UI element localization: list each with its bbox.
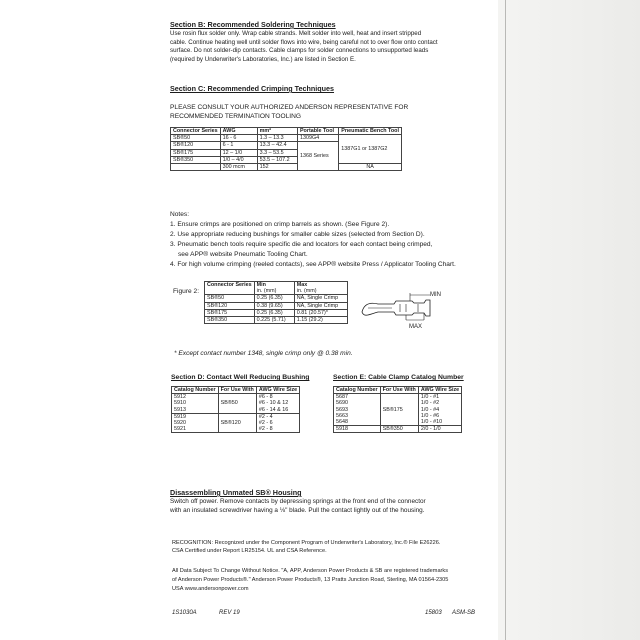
section-b-line-2: cable. Continue heating well until solder flows into wire, being careful not to over flow onto contact	[170, 38, 438, 46]
doc-number: 15803	[425, 610, 442, 616]
col-awg-wire-size: AWG Wire Size	[418, 387, 461, 394]
crimp-position-table	[204, 281, 348, 324]
col-min: Min	[254, 282, 294, 289]
cell-mm2: 3.3 – 53.5	[257, 149, 297, 156]
disassembling-heading: Disassembling Unmated SB® Housing	[170, 488, 302, 497]
cell-mm2: 53.5 – 107.2	[257, 156, 297, 163]
cell-awg: 1/0 – 4/0	[220, 156, 257, 163]
cell-series: SB®175	[205, 309, 255, 316]
cell-awg: 16 - 6	[220, 135, 257, 142]
cell-catalogs: 5918	[334, 426, 381, 433]
reducing-bushing-table	[171, 386, 300, 433]
col-catalog-number: Catalog Number	[334, 387, 381, 394]
section-e-heading: Section E: Cable Clamp Catalog Number	[333, 374, 464, 381]
section-d-heading: Section D: Contact Well Reducing Bushing	[171, 374, 310, 381]
unit-min: in. (mm)	[254, 288, 294, 295]
cell-min: 0.225 (5.71)	[254, 317, 294, 324]
cell-series: SB®50	[171, 135, 221, 142]
crimp-tooling-table	[170, 127, 402, 171]
cell-for-use: SB®350	[380, 426, 418, 433]
note-3-cont: see APP® website Pneumatic Tooling Chart.	[178, 251, 308, 258]
cell-series: SB®120	[205, 302, 255, 309]
consult-line-1: PLEASE CONSULT YOUR AUTHORIZED ANDERSON REPRESENTATIVE FOR	[170, 104, 409, 111]
footer-line-1: All Data Subject To Change Without Notice. "A, APP, Anderson Power Products & SB are registered trademarks	[172, 568, 449, 574]
col-max: Max	[294, 282, 347, 289]
cell-max: 0.81 (20.57)*	[294, 309, 347, 316]
figure-2-footnote: * Except contact number 1348, single crimp only @ 0.38 min.	[174, 350, 353, 357]
cell-awg: 12 – 1/0	[220, 149, 257, 156]
cell-mm2: 1.3 – 13.3	[257, 135, 297, 142]
recognition-line-2: CSA Certified under Report LR25154. UL and CSA Reference.	[172, 548, 327, 554]
section-b-line-4: (required by Underwriter's Laboratories, Inc.) are listed in Section E.	[170, 55, 356, 63]
section-c-heading: Section C: Recommended Crimping Techniques	[170, 84, 335, 93]
cell-for-use: SB®175	[380, 394, 418, 426]
section-b-heading: Section B: Recommended Soldering Techniques	[170, 20, 336, 29]
col-awg: AWG	[220, 128, 257, 135]
col-mm2: mm²	[257, 128, 297, 135]
cell-series: SB®120	[171, 142, 221, 149]
consult-line-2: RECOMMENDED TERMINATION TOOLING	[170, 112, 302, 120]
cell-for-use: SB®120	[218, 413, 256, 433]
note-1: 1. Ensure crimps are positioned on crimp barrels as shown. (See Figure 2).	[170, 221, 390, 228]
cell-series: SB®175	[171, 149, 221, 156]
col-portable-tool: Portable Tool	[297, 128, 338, 135]
col-catalog-number: Catalog Number	[172, 387, 219, 394]
col-awg-wire-size: AWG Wire Size	[256, 387, 299, 394]
cable-clamp-table	[333, 386, 462, 433]
note-4: 4. For high volume crimping (reeled contacts), see APP® website Press / Applicator Tooling Chart.	[170, 261, 456, 268]
cell-mm2: 152	[257, 164, 297, 171]
cell-for-use: SB®50	[218, 394, 256, 414]
unit-max: in. (mm)	[294, 288, 347, 295]
cell-series: SB®50	[205, 295, 255, 302]
section-b-line-1: Use rosin flux solder only. Wrap cable strands. Melt solder into well, heat and insert stripped	[170, 30, 422, 37]
doc-id-right: ASM-SB	[452, 610, 476, 616]
footer-website: USA www.andersonpower.com	[172, 586, 249, 592]
cell-min: 0.38 (9.65)	[254, 302, 294, 309]
col-connector-series: Connector Series	[205, 282, 255, 295]
cell-min: 0.25 (6.35)	[254, 309, 294, 316]
cell-catalogs: 5912 5910 5913	[172, 394, 219, 414]
cell-series	[171, 164, 221, 171]
cell-catalogs: 5687 5690 5693 5663 5648	[334, 394, 381, 426]
cell-pneumatic-na: NA	[339, 164, 402, 171]
cell-max: NA, Single Crimp	[294, 302, 347, 309]
col-for-use-with: For Use With	[218, 387, 256, 394]
cell-max: 1.15 (29.2)	[294, 317, 347, 324]
cell-awg: 6 - 1	[220, 142, 257, 149]
cell-awg: 1/0 - #1 1/0 - #2 1/0 - #4 1/0 - #6 1/0 - #10	[418, 394, 461, 426]
cell-awg: 300 mcm	[220, 164, 257, 171]
cell-awg: #6 - 8 #6 - 10 & 12 #6 - 14 & 16	[256, 394, 299, 414]
page-edge-shadow	[498, 0, 640, 640]
note-3: 3. Pneumatic bench tools require specific die and locators for each contact being crimped,	[170, 241, 433, 248]
cell-awg: 2/0 - 1/0	[418, 426, 461, 433]
cell-mm2: 13.3 – 42.4	[257, 142, 297, 149]
col-for-use-with: For Use With	[380, 387, 418, 394]
cell-pneumatic-merged: 1387G1 or 1387G2	[339, 135, 402, 164]
doc-id-left: 1S1030A	[172, 610, 197, 616]
max-label: MAX	[409, 324, 423, 330]
min-label: MIN	[430, 292, 441, 298]
cell-catalogs: 5919 5920 5921	[172, 413, 219, 433]
col-connector-series: Connector Series	[171, 128, 221, 135]
cell-awg: #2 - 4 #2 - 6 #2 - 8	[256, 413, 299, 433]
note-2: 2. Use appropriate reducing bushings for smaller cable sizes (selected from Section D).	[170, 231, 425, 238]
section-b-line-3: surface. Do not solder-dip contacts. Cable clamps for solder connections to unsupported leads	[170, 47, 429, 54]
cell-series: SB®350	[205, 317, 255, 324]
col-pneumatic-tool: Pneumatic Bench Tool	[339, 128, 402, 135]
crimp-contact-drawing	[354, 282, 454, 332]
cell-min: 0.25 (6.35)	[254, 295, 294, 302]
revision: REV 19	[219, 610, 240, 616]
disassembling-line-2: with an insulated screwdriver having a ⅛" blade. Pull the contact lightly out of the housing.	[170, 507, 425, 514]
disassembling-line-1: Switch off power. Remove contacts by depressing springs at the front end of the connector	[170, 498, 426, 505]
cell-portable-merged: 1368 Series	[297, 142, 338, 171]
figure-2-label: Figure 2:	[173, 288, 200, 295]
cell-portable: 1309G4	[297, 135, 338, 142]
cell-max: NA, Single Crimp	[294, 295, 347, 302]
footer-line-2: of Anderson Power Products®." Anderson Power Products®, 13 Pratts Junction Road, Sterling, MA 01564-2305	[172, 577, 449, 583]
notes-label: Notes:	[170, 211, 190, 218]
recognition-line-1: RECOGNITION: Recognized under the Component Program of Underwriter's Laboratory, Inc.® File E26226.	[172, 540, 441, 546]
cell-series: SB®350	[171, 156, 221, 163]
